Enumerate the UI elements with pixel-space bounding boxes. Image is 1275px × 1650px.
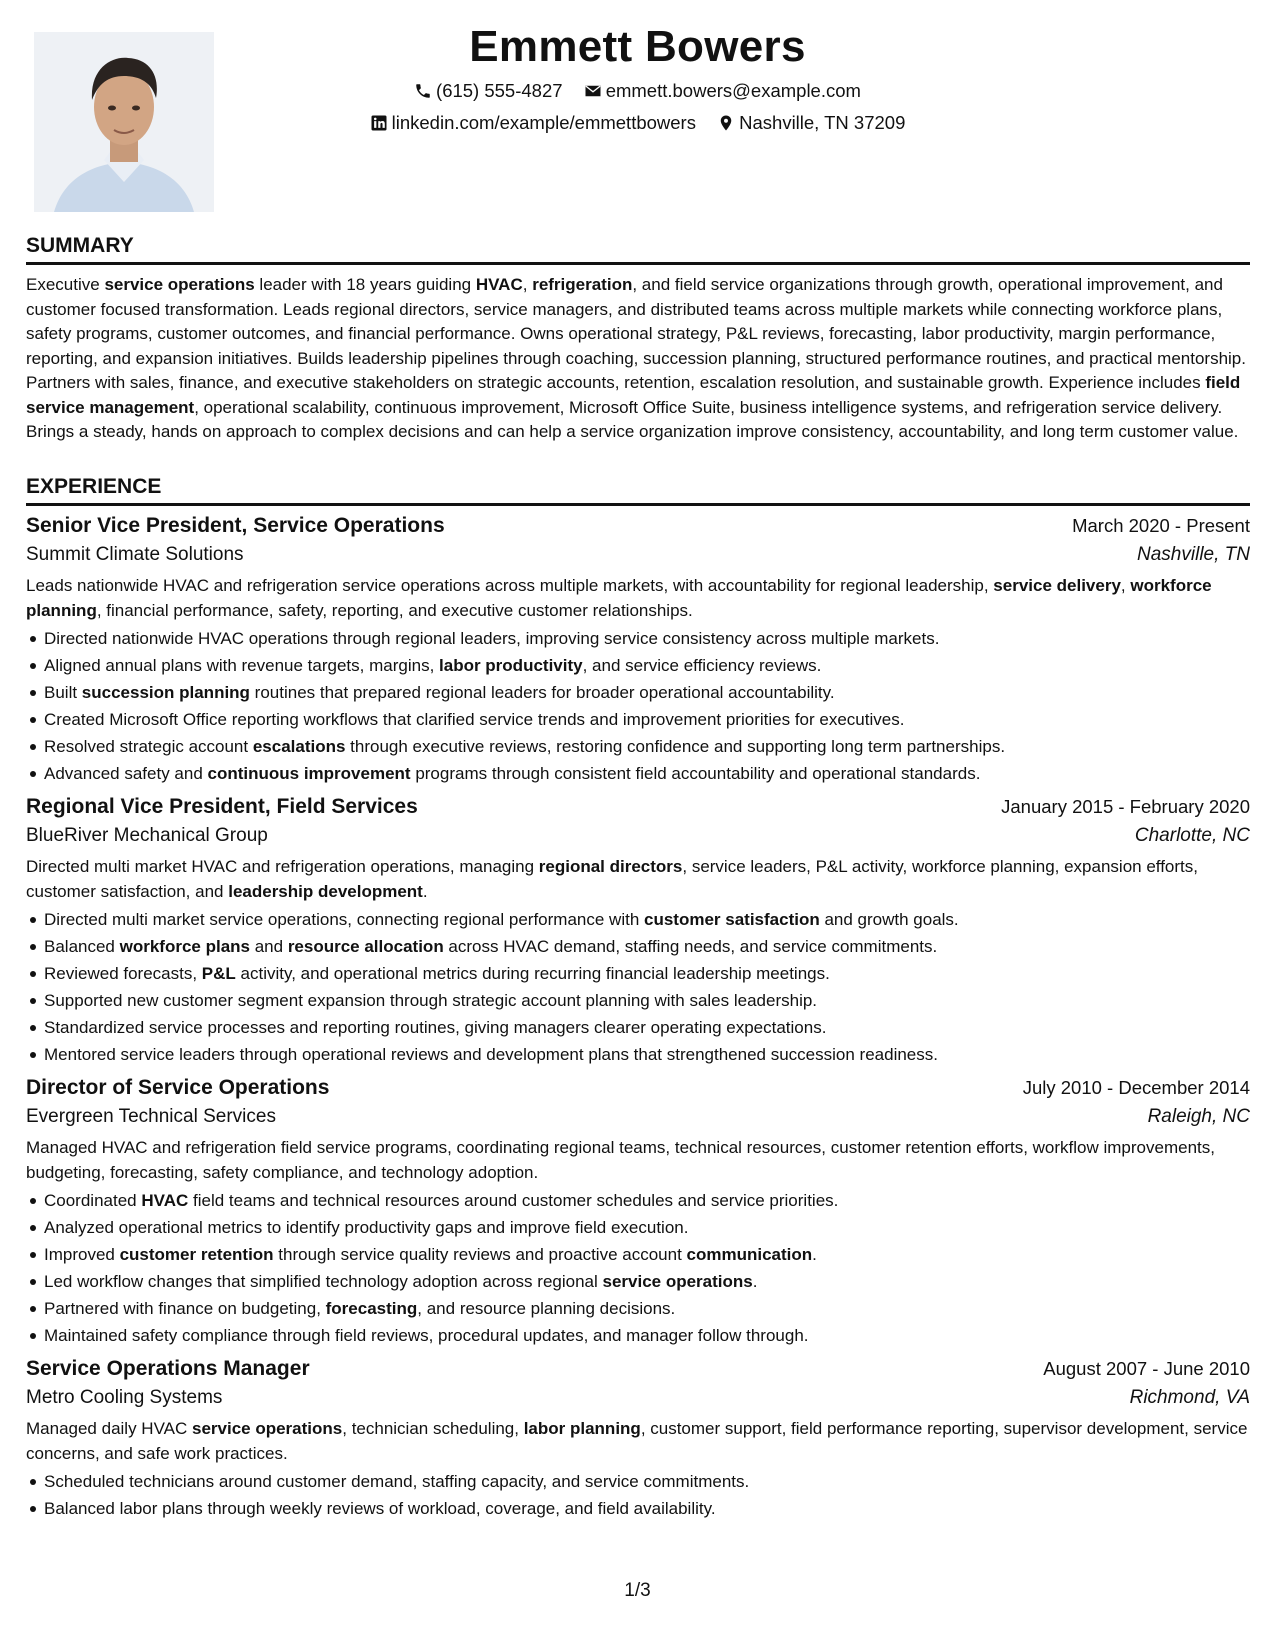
text-run: Built [44,683,82,702]
bold-keyword: escalations [252,737,346,756]
text-run: Leads nationwide HVAC and refrigeration service operations across multiple markets, with accountability for regional leadership, [26,576,994,595]
text-run: . [422,881,428,901]
job-title: Director of Service Operations [26,1076,330,1099]
text-run: across HVAC demand, staffing needs, and service commitments. [443,937,938,956]
text-run: , service leaders, P&L activity, workforce planning, expansion efforts, customer satisfaction, and [26,857,1198,901]
text-run: , and field service organizations through growth, operational improvement, and customer focused transformation. Leads regional directors, service managers, and distributed teams across multiple markets while connecting workforce plans, safety programs, customer outcomes, and financial performance. Owns operational strategy, P&L reviews, forecasting, labor productivity, margin performance, reporting, and expansion initiatives. Builds leadership pipelines through coaching, succession planning, structured performance routines, and practical mentorship. Partners with sales, finance, and executive stakeholders on strategic accounts, retention, escalation resolution, and sustainable growth. Experience includes [26,275,1246,392]
list-item [26,933,1250,960]
job-location: Richmond, VA [1129,1387,1250,1408]
bold-keyword: succession planning [81,683,250,702]
list-item [26,1495,1250,1522]
text-run: Balanced [44,937,120,956]
text-run: Led workflow changes that simplified technology adoption across regional [44,1272,603,1291]
candidate-name: Emmett Bowers [469,22,806,71]
text-run: Maintained safety compliance through field reviews, procedural updates, and manager follow through. [44,1326,809,1345]
text-run: Supported new customer segment expansion through strategic account planning with sales leadership. [44,991,818,1010]
linkedin-contact[interactable] [370,112,696,134]
job-entry [26,795,1250,1068]
job-dates: August 2007 - June 2010 [1043,1358,1250,1379]
text-run: Resolved strategic account [44,737,253,756]
job-dates: March 2020 - Present [1072,515,1250,536]
linkedin-text: linkedin.com/example/emmettbowers [391,112,696,133]
phone-contact[interactable] [414,80,563,102]
text-run: through executive reviews, restoring confidence and supporting long term partnerships. [345,737,1006,756]
email-text: emmett.bowers@example.com [605,80,861,101]
bold-keyword: customer retention [119,1245,274,1264]
text-run: Directed multi market service operations, connecting regional performance with [44,910,644,929]
job-location: Charlotte, NC [1134,825,1250,846]
text-run: and growth goals. [819,910,959,929]
job-subheader [26,544,1250,566]
text-run: Directed multi market HVAC and refrigeration operations, managing [26,857,539,876]
company-name: Metro Cooling Systems [26,1387,223,1408]
bold-keyword: resource allocation [287,937,444,956]
job-location: Raleigh, NC [1147,1106,1250,1127]
page-number: 1/3 [624,1580,651,1601]
job-dates: January 2015 - February 2020 [1001,796,1250,817]
job-list [26,514,1250,1522]
company-name: BlueRiver Mechanical Group [26,825,268,846]
contact-row-1 [0,80,1275,105]
text-run: Managed daily HVAC [26,1419,192,1438]
text-run: , [1120,576,1131,595]
experience-heading: EXPERIENCE [26,475,1250,506]
email-contact[interactable] [584,80,861,102]
list-item [26,1322,1250,1349]
text-run: , financial performance, safety, reporting, and executive customer relationships. [96,600,693,620]
envelope-icon [584,82,602,100]
text-run: Created Microsoft Office reporting workflows that clarified service trends and improvement priorities for executives. [44,710,905,729]
bold-keyword: field service management [26,373,1241,417]
list-item [26,1241,1250,1268]
list-item [26,987,1250,1014]
job-subheader [26,825,1250,847]
bold-keyword: service operations [602,1272,753,1291]
text-run: Analyzed operational metrics to identify productivity gaps and improve field execution. [44,1218,689,1237]
job-title: Senior Vice President, Service Operations [26,514,445,537]
job-header [26,1357,1250,1381]
job-bullets [26,1468,1250,1522]
contact-row-2 [0,112,1275,137]
bold-keyword: customer satisfaction [644,910,820,929]
text-run: , and resource planning decisions. [417,1299,676,1318]
bold-keyword: P&L [201,964,236,983]
text-run: . [812,1245,817,1264]
list-item [26,1295,1250,1322]
job-description [26,1417,1250,1466]
text-run: Standardized service processes and reporting routines, giving managers clearer operating expectations. [44,1018,827,1037]
job-subheader [26,1106,1250,1128]
job-entry [26,1357,1250,1522]
bold-keyword: continuous improvement [207,764,411,783]
bold-keyword: workforce plans [119,937,250,956]
bold-keyword: refrigeration [532,275,633,294]
text-run: leader with 18 years guiding [254,275,476,294]
text-run: Aligned annual plans with revenue targets, margins, [44,656,440,675]
job-entry [26,1076,1250,1349]
bold-keyword: service delivery [993,576,1121,595]
list-item [26,960,1250,987]
job-description [26,1136,1250,1185]
experience-section [26,475,1250,1522]
text-run: , [522,275,533,294]
text-run: , and service efficiency reviews. [582,656,822,675]
company-name: Summit Climate Solutions [26,544,244,565]
job-description [26,855,1250,904]
summary-heading: SUMMARY [26,234,1250,265]
location-contact [717,112,905,134]
job-entry [26,514,1250,787]
bold-keyword: HVAC [141,1191,189,1210]
bold-keyword: workforce planning [26,576,1212,620]
bold-keyword: labor planning [523,1419,641,1438]
job-bullets [26,625,1250,787]
bold-keyword: leadership development [228,881,423,901]
location-text: Nashville, TN 37209 [739,112,906,133]
company-name: Evergreen Technical Services [26,1106,276,1127]
text-run: , customer support, field performance reporting, supervisor development, service concerns, and safe work practices. [26,1419,1248,1463]
job-description [26,574,1250,623]
list-item [26,652,1250,679]
job-header [26,1076,1250,1100]
job-title: Service Operations Manager [26,1357,310,1380]
list-item [26,1014,1250,1041]
text-run: , operational scalability, continuous improvement, Microsoft Office Suite, business intelligence systems, and refrigeration service delivery. Brings a steady, hands on approach to complex decisions and can help a service organization improve consistency, accountability, and long term customer value. [26,397,1239,441]
list-item [26,906,1250,933]
text-run: Coordinated [44,1191,142,1210]
text-run: through service quality reviews and proactive account [273,1245,687,1264]
text-run: Executive [26,275,105,294]
job-bullets [26,1187,1250,1349]
job-header [26,795,1250,819]
summary-text [26,273,1250,445]
text-run: Managed HVAC and refrigeration field service programs, coordinating regional teams, technical resources, customer retention efforts, workflow improvements, budgeting, forecasting, safety compliance, and technology adoption. [26,1138,1215,1182]
text-run: programs through consistent field accountability and operational standards. [410,764,981,783]
list-item [26,706,1250,733]
bold-keyword: regional directors [538,857,683,876]
bold-keyword: labor productivity [439,656,583,675]
list-item [26,1187,1250,1214]
text-run: field teams and technical resources around customer schedules and service priorities. [188,1191,839,1210]
text-run: Reviewed forecasts, [44,964,202,983]
bold-keyword: communication [686,1245,813,1264]
map-pin-icon [717,114,735,132]
list-item [26,1041,1250,1068]
job-subheader [26,1387,1250,1409]
text-run: Advanced safety and [44,764,208,783]
phone-text: (615) 555-4827 [436,80,563,101]
list-item [26,760,1250,787]
list-item [26,1468,1250,1495]
text-run: Scheduled technicians around customer demand, staffing capacity, and service commitments. [44,1472,750,1491]
job-title: Regional Vice President, Field Services [26,795,418,818]
text-run: Directed nationwide HVAC operations through regional leaders, improving service consistency across multiple markets. [44,629,940,648]
text-run: Improved [44,1245,120,1264]
bold-keyword: forecasting [325,1299,418,1318]
list-item [26,625,1250,652]
text-run: routines that prepared regional leaders for broader operational accountability. [249,683,835,702]
job-bullets [26,906,1250,1068]
phone-icon [414,82,432,100]
list-item [26,679,1250,706]
text-run: . [752,1272,758,1291]
text-run: activity, and operational metrics during recurring financial leadership meetings. [235,964,830,983]
text-run: and [250,937,288,956]
summary-section [26,234,1250,445]
list-item [26,1214,1250,1241]
list-item [26,733,1250,760]
text-run: Partnered with finance on budgeting, [44,1299,326,1318]
bold-keyword: HVAC [475,275,523,294]
bold-keyword: service operations [192,1419,343,1438]
list-item [26,1268,1250,1295]
text-run: , technician scheduling, [342,1419,524,1438]
job-header [26,514,1250,538]
text-run: Balanced labor plans through weekly reviews of workload, coverage, and field availability. [44,1499,716,1518]
job-location: Nashville, TN [1137,544,1250,565]
linkedin-icon [370,114,388,132]
text-run: Mentored service leaders through operational reviews and development plans that strengthened succession readiness. [44,1045,938,1064]
bold-keyword: service operations [104,275,255,294]
job-dates: July 2010 - December 2014 [1022,1077,1250,1098]
